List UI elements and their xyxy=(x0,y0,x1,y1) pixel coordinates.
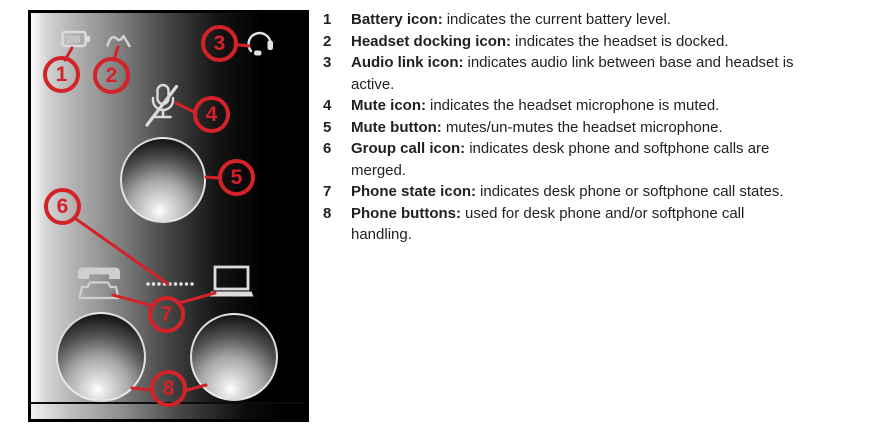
legend-item-phone-state xyxy=(323,181,839,203)
legend-item-number: 4 xyxy=(323,97,332,114)
mute-button xyxy=(120,137,206,223)
desk-phone-icon xyxy=(76,266,122,300)
legend-item-text: Battery icon: indicates the current battery level. xyxy=(351,11,671,28)
legend-item-number: 2 xyxy=(323,32,332,50)
headset-docking-icon xyxy=(106,32,132,49)
legend-item-text: Mute button: mutes/un-mutes the headset microphone. xyxy=(351,118,723,136)
legend-item-text: Phone buttons: used for desk phone and/or softphone call handling. xyxy=(351,204,745,243)
battery-icon xyxy=(61,30,91,48)
legend-item-number: 3 xyxy=(323,54,332,71)
mute-icon xyxy=(144,82,180,129)
legend-item-text: Group call icon: indicates desk phone and softphone calls are merged. xyxy=(351,140,770,179)
callout-2: 2 xyxy=(93,57,130,94)
callout-7: 7 xyxy=(148,296,185,333)
desk-phone-button xyxy=(56,312,146,402)
callout-3: 3 xyxy=(201,25,238,62)
softphone-icon xyxy=(209,265,255,301)
device-panel xyxy=(28,10,309,422)
legend-item-docking xyxy=(323,31,839,53)
callout-6: 6 xyxy=(44,188,81,225)
callout-4: 4 xyxy=(193,96,230,133)
legend-item-number: 8 xyxy=(323,204,332,222)
legend-item-text: Audio link icon: indicates audio link between base and headset is active. xyxy=(351,54,794,93)
legend-item-phone-buttons xyxy=(323,203,839,246)
legend-item-text: Phone state icon: indicates desk phone or softphone call states. xyxy=(351,183,784,200)
legend-item-number: 5 xyxy=(323,118,332,136)
callout-8: 8 xyxy=(150,370,187,407)
legend-item-mute-button xyxy=(323,117,839,139)
callout-1: 1 xyxy=(43,56,80,93)
softphone-button xyxy=(190,313,278,401)
legend-item-number: 1 xyxy=(323,11,332,28)
legend-item-battery xyxy=(323,9,839,31)
audio-link-icon xyxy=(246,27,274,61)
legend-item-text: Mute icon: indicates the headset microphone is muted. xyxy=(351,97,720,114)
legend-item-audio-link xyxy=(323,52,839,95)
group-call-icon xyxy=(145,279,195,289)
legend-item-number: 7 xyxy=(323,183,332,200)
callout-5: 5 xyxy=(218,159,255,196)
legend-item-number: 6 xyxy=(323,140,332,157)
legend-item-mute-icon xyxy=(323,95,839,117)
legend-item-group-call xyxy=(323,138,839,181)
legend xyxy=(323,9,839,246)
legend-item-text: Headset docking icon: indicates the headset is docked. xyxy=(351,32,729,50)
